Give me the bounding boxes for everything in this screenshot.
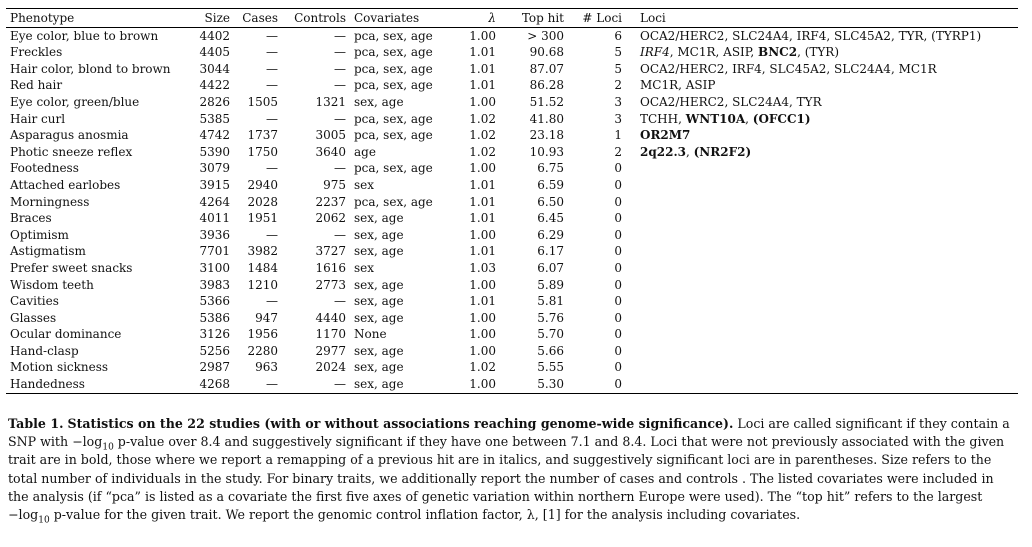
cell-cases: 3982 (247, 244, 278, 259)
cell-top-hit: 6.17 (537, 244, 564, 259)
locus-segment: , MC1R, ASIP, (669, 45, 759, 60)
cell-lambda: 1.02 (469, 111, 496, 126)
cell-phenotype: Motion sickness (10, 360, 109, 375)
cell-cases: — (266, 111, 278, 126)
cell-size: 4402 (199, 28, 230, 43)
cell-cases: — (266, 28, 278, 43)
cell-num-loci: 5 (614, 61, 622, 76)
cell-loci (626, 326, 1018, 343)
cell-covariates: pca, sex, age (354, 28, 433, 43)
cell-lambda: 1.01 (469, 211, 496, 226)
table-row (6, 277, 1018, 294)
cell-cases: — (266, 294, 278, 309)
cell-cases: 1505 (247, 94, 278, 109)
cell-loci (626, 359, 1018, 376)
cell-size: 4268 (192, 376, 234, 393)
table-row (6, 144, 1018, 161)
caption-body-1: Loci are called significant if they contain a SNP with −log (8, 416, 1010, 450)
cell-top-hit: 87.07 (529, 61, 564, 76)
cell-num-loci: 0 (614, 294, 622, 309)
cell-lambda: 1.01 (469, 194, 496, 209)
cell-loci (626, 293, 1018, 310)
locus-segment: BNC2 (758, 45, 798, 60)
cell-phenotype: Red hair (10, 78, 63, 93)
statistics-table (6, 8, 1018, 394)
cell-controls: — (334, 111, 346, 126)
cell-phenotype: Glasses (10, 310, 57, 325)
cell-cases: — (266, 161, 278, 176)
caption-body-3: p-value for the given trait. We report the genomic control inflation factor, λ, [1] for the analysis including covariates. (49, 507, 801, 523)
cell-top-hit: 6.29 (537, 227, 564, 242)
cell-num-loci: 0 (614, 161, 622, 176)
cell-num-loci: 0 (614, 194, 622, 209)
cell-cases: 1951 (247, 211, 278, 226)
cell-controls: 2237 (315, 194, 346, 209)
cell-covariates: sex, age (354, 244, 404, 259)
header-controls: Controls (282, 9, 350, 28)
cell-num-loci: 0 (614, 260, 622, 275)
cell-covariates: sex, age (354, 343, 404, 358)
cell-loci (626, 310, 1018, 327)
cell-phenotype: Cavities (10, 294, 59, 309)
cell-size: 5256 (199, 343, 230, 358)
header-loci: Loci (626, 9, 1018, 28)
cell-loci (626, 210, 1018, 227)
cell-covariates: None (354, 327, 387, 342)
cell-loci (626, 243, 1018, 260)
cell-lambda: 1.01 (469, 61, 496, 76)
locus-segment: , (745, 111, 753, 126)
cell-controls: 1321 (315, 94, 346, 109)
cell-cases: 2280 (247, 343, 278, 358)
cell-cases: — (266, 61, 278, 76)
cell-phenotype: Attached earlobes (10, 177, 121, 192)
cell-controls: 2024 (315, 360, 346, 375)
cell-loci (626, 144, 1018, 161)
locus-segment: OCA2/HERC2, IRF4, SLC45A2, SLC24A4, MC1R (640, 61, 937, 76)
cell-covariates: sex, age (354, 227, 404, 242)
table-row (6, 227, 1018, 244)
cell-cases: — (266, 227, 278, 242)
cell-phenotype: Handedness (6, 376, 192, 393)
cell-phenotype: Eye color, green/blue (10, 94, 140, 109)
cell-lambda: 1.00 (469, 28, 496, 43)
table-row (6, 160, 1018, 177)
cell-top-hit: 51.52 (529, 94, 564, 109)
cell-cases: 1210 (247, 277, 278, 292)
cell-phenotype: Braces (10, 211, 52, 226)
cell-top-hit: 86.28 (529, 78, 564, 93)
cell-loci (626, 61, 1018, 78)
locus-segment: WNT10A (685, 111, 746, 126)
locus-segment: OCA2/HERC2, SLC24A4, TYR (640, 94, 822, 109)
cell-loci (626, 111, 1018, 128)
header-phenotype: Phenotype (6, 9, 192, 28)
table-row (6, 127, 1018, 144)
cell-phenotype: Eye color, blue to brown (10, 28, 159, 43)
cell-top-hit: 6.75 (537, 161, 564, 176)
header-cases: Cases (234, 9, 282, 28)
table-header-row (6, 9, 1018, 28)
cell-cases: 963 (255, 360, 278, 375)
cell-cases: — (266, 78, 278, 93)
cell-size: 3044 (199, 61, 230, 76)
cell-size: 4011 (199, 211, 230, 226)
cell-size: 4422 (199, 78, 230, 93)
cell-controls: — (282, 376, 350, 393)
cell-num-loci: 0 (568, 376, 626, 393)
cell-num-loci: 0 (614, 277, 622, 292)
cell-top-hit: 10.93 (529, 144, 564, 159)
table-row (6, 260, 1018, 277)
caption-title: Statistics on the 22 studies (with or without associations reaching genome-wide significance). (67, 416, 734, 431)
table-row (6, 177, 1018, 194)
table-row (6, 77, 1018, 94)
cell-covariates: age (354, 144, 376, 159)
cell-loci (626, 77, 1018, 94)
header-size: Size (192, 9, 234, 28)
cell-cases: 1750 (247, 144, 278, 159)
cell-phenotype: Prefer sweet snacks (10, 260, 133, 275)
cell-covariates: pca, sex, age (354, 61, 433, 76)
cell-size: 3915 (199, 177, 230, 192)
cell-size: 5385 (199, 111, 230, 126)
cell-num-loci: 3 (614, 94, 622, 109)
cell-controls: 3640 (315, 144, 346, 159)
table-row (6, 359, 1018, 376)
cell-top-hit: 6.07 (537, 260, 564, 275)
table-row (6, 376, 1018, 393)
cell-controls: — (334, 28, 346, 43)
cell-lambda: 1.01 (469, 177, 496, 192)
cell-controls: 1170 (315, 327, 346, 342)
cell-cases: 2028 (247, 194, 278, 209)
cell-size: 3079 (199, 161, 230, 176)
cell-controls: 975 (323, 177, 346, 192)
cell-phenotype: Hair color, blond to brown (10, 61, 171, 76)
cell-phenotype: Footedness (10, 161, 79, 176)
locus-segment: , (TYR) (797, 45, 840, 60)
cell-covariates: pca, sex, age (354, 78, 433, 93)
cell-loci (626, 44, 1018, 61)
cell-cases: 947 (255, 310, 278, 325)
cell-phenotype: Photic sneeze reflex (10, 144, 133, 159)
cell-top-hit: 41.80 (529, 111, 564, 126)
table-body (6, 27, 1018, 393)
locus-segment: OCA2/HERC2, SLC24A4, IRF4, SLC45A2, TYR, (TYRP1) (640, 28, 982, 43)
cell-top-hit: 23.18 (529, 128, 564, 143)
locus-segment: TCHH, (640, 111, 686, 126)
cell-lambda: 1.01 (469, 45, 496, 60)
cell-controls: 3727 (315, 244, 346, 259)
cell-size: 5366 (199, 294, 230, 309)
cell-phenotype: Asparagus anosmia (10, 128, 129, 143)
cell-lambda: 1.01 (469, 294, 496, 309)
caption-body-2: p-value over 8.4 and suggestively significant if they have one between 7.1 and 8.4. Loci that were not previously associated with the given trait are in bold, those where we report a remapping of a previous hit are in italics, and suggestively significant loci are in parentheses. Size refers to the total number of individuals in the study. For binary traits, we additionally report the number of cases and controls . The listed covariates were included in the analysis (if “pca” is listed as a covariate the first five axes of genetic variation within northern Europe were used). The “top hit” refers to the largest −log (8, 434, 1005, 523)
cell-cases: 1484 (247, 260, 278, 275)
caption-label: Table 1. (8, 416, 64, 431)
cell-num-loci: 0 (614, 211, 622, 226)
cell-cases: 2940 (247, 177, 278, 192)
cell-top-hit: 5.70 (537, 327, 564, 342)
cell-controls: — (334, 161, 346, 176)
cell-num-loci: 6 (614, 28, 622, 43)
cell-controls: 2773 (315, 277, 346, 292)
cell-loci (626, 260, 1018, 277)
cell-phenotype: Optimism (10, 227, 69, 242)
cell-lambda: 1.02 (469, 128, 496, 143)
cell-covariates: sex, age (354, 360, 404, 375)
cell-loci (626, 160, 1018, 177)
cell-num-loci: 5 (614, 45, 622, 60)
cell-num-loci: 2 (614, 144, 622, 159)
cell-lambda: 1.02 (469, 144, 496, 159)
cell-cases: 1956 (247, 327, 278, 342)
caption-subscript-1: 10 (102, 442, 114, 453)
cell-num-loci: 0 (614, 244, 622, 259)
cell-phenotype: Astigmatism (10, 244, 86, 259)
cell-covariates: pca, sex, age (354, 45, 433, 60)
table-row (6, 343, 1018, 360)
cell-size: 2987 (199, 360, 230, 375)
header-covariates: Covariates (350, 9, 458, 28)
cell-loci (626, 376, 1018, 393)
cell-phenotype: Hand-clasp (10, 343, 79, 358)
cell-cases: 1737 (247, 128, 278, 143)
cell-size: 7701 (199, 244, 230, 259)
locus-segment: OR2M7 (640, 128, 691, 143)
cell-lambda: 1.00 (458, 376, 500, 393)
cell-lambda: 1.00 (469, 327, 496, 342)
cell-phenotype: Ocular dominance (10, 327, 122, 342)
table-row (6, 210, 1018, 227)
cell-phenotype: Freckles (10, 45, 63, 60)
cell-size: 3126 (199, 327, 230, 342)
cell-controls: 4440 (315, 310, 346, 325)
cell-size: 3936 (199, 227, 230, 242)
table-row (6, 44, 1018, 61)
cell-top-hit: 5.66 (537, 343, 564, 358)
cell-lambda: 1.01 (469, 78, 496, 93)
locus-segment: MC1R, ASIP (640, 78, 716, 93)
statistics-table-container (6, 8, 1018, 394)
cell-top-hit: 6.59 (537, 177, 564, 192)
table-row (6, 111, 1018, 128)
cell-covariates: sex, age (354, 294, 404, 309)
cell-size: 4742 (199, 128, 230, 143)
cell-size: 5386 (199, 310, 230, 325)
cell-num-loci: 0 (614, 177, 622, 192)
locus-segment: (OFCC1) (752, 111, 811, 126)
cell-top-hit: 6.45 (537, 211, 564, 226)
cell-top-hit: 5.55 (537, 360, 564, 375)
cell-lambda: 1.00 (469, 310, 496, 325)
cell-controls: 1616 (315, 260, 346, 275)
cell-covariates: sex, age (354, 310, 404, 325)
header-num-loci: # Loci (568, 9, 626, 28)
cell-controls: — (334, 61, 346, 76)
locus-segment: , (685, 144, 694, 159)
locus-segment: (NR2F2) (693, 144, 752, 159)
cell-num-loci: 0 (614, 310, 622, 325)
locus-segment: IRF4 (640, 45, 670, 60)
cell-covariates: sex, age (354, 277, 404, 292)
cell-lambda: 1.03 (469, 260, 496, 275)
cell-covariates: sex (354, 177, 375, 192)
cell-phenotype: Hair curl (10, 111, 66, 126)
cell-loci (626, 127, 1018, 144)
cell-covariates: sex, age (354, 94, 404, 109)
cell-num-loci: 0 (614, 227, 622, 242)
locus-segment: 2q22.3 (640, 144, 686, 159)
cell-size: 3983 (199, 277, 230, 292)
header-lambda: λ (458, 9, 500, 28)
cell-size: 4264 (199, 194, 230, 209)
cell-size: 5390 (199, 144, 230, 159)
table-row (6, 243, 1018, 260)
table-row (6, 61, 1018, 78)
cell-size: 4405 (199, 45, 230, 60)
cell-controls: — (334, 45, 346, 60)
cell-num-loci: 3 (614, 111, 622, 126)
cell-top-hit: 5.76 (537, 310, 564, 325)
caption-subscript-2: 10 (38, 515, 50, 526)
cell-num-loci: 0 (614, 327, 622, 342)
cell-loci (626, 27, 1018, 44)
cell-loci (626, 227, 1018, 244)
cell-lambda: 1.01 (469, 244, 496, 259)
cell-lambda: 1.02 (469, 360, 496, 375)
cell-controls: — (334, 227, 346, 242)
cell-covariates: sex, age (350, 376, 458, 393)
cell-phenotype: Morningness (10, 194, 90, 209)
cell-size: 2826 (199, 94, 230, 109)
cell-lambda: 1.00 (469, 343, 496, 358)
cell-top-hit: 5.81 (537, 294, 564, 309)
cell-num-loci: 0 (614, 343, 622, 358)
cell-covariates: pca, sex, age (354, 111, 433, 126)
cell-top-hit: 90.68 (529, 45, 564, 60)
header-top-hit: Top hit (500, 9, 568, 28)
cell-controls: — (334, 78, 346, 93)
cell-covariates: pca, sex, age (354, 161, 433, 176)
cell-controls: 3005 (315, 128, 346, 143)
table-row (6, 27, 1018, 44)
cell-lambda: 1.00 (469, 94, 496, 109)
cell-controls: 2062 (315, 211, 346, 226)
cell-top-hit: 5.30 (500, 376, 568, 393)
table-row (6, 293, 1018, 310)
cell-covariates: pca, sex, age (354, 194, 433, 209)
cell-phenotype: Wisdom teeth (10, 277, 94, 292)
cell-loci (626, 194, 1018, 211)
table-row (6, 326, 1018, 343)
cell-top-hit: 6.50 (537, 194, 564, 209)
table-caption (8, 415, 1018, 524)
cell-lambda: 1.00 (469, 277, 496, 292)
cell-cases: — (234, 376, 282, 393)
cell-lambda: 1.00 (469, 161, 496, 176)
table-row (6, 310, 1018, 327)
cell-top-hit: > 300 (527, 28, 564, 43)
cell-covariates: sex (354, 260, 375, 275)
cell-covariates: sex, age (354, 211, 404, 226)
table-row (6, 94, 1018, 111)
cell-num-loci: 1 (614, 128, 622, 143)
cell-controls: — (334, 294, 346, 309)
cell-loci (626, 94, 1018, 111)
cell-loci (626, 277, 1018, 294)
cell-size: 3100 (199, 260, 230, 275)
table-row (6, 194, 1018, 211)
cell-covariates: pca, sex, age (354, 128, 433, 143)
cell-num-loci: 2 (614, 78, 622, 93)
cell-loci (626, 343, 1018, 360)
cell-cases: — (266, 45, 278, 60)
cell-lambda: 1.00 (469, 227, 496, 242)
cell-loci (626, 177, 1018, 194)
cell-top-hit: 5.89 (537, 277, 564, 292)
cell-num-loci: 0 (614, 360, 622, 375)
cell-controls: 2977 (315, 343, 346, 358)
